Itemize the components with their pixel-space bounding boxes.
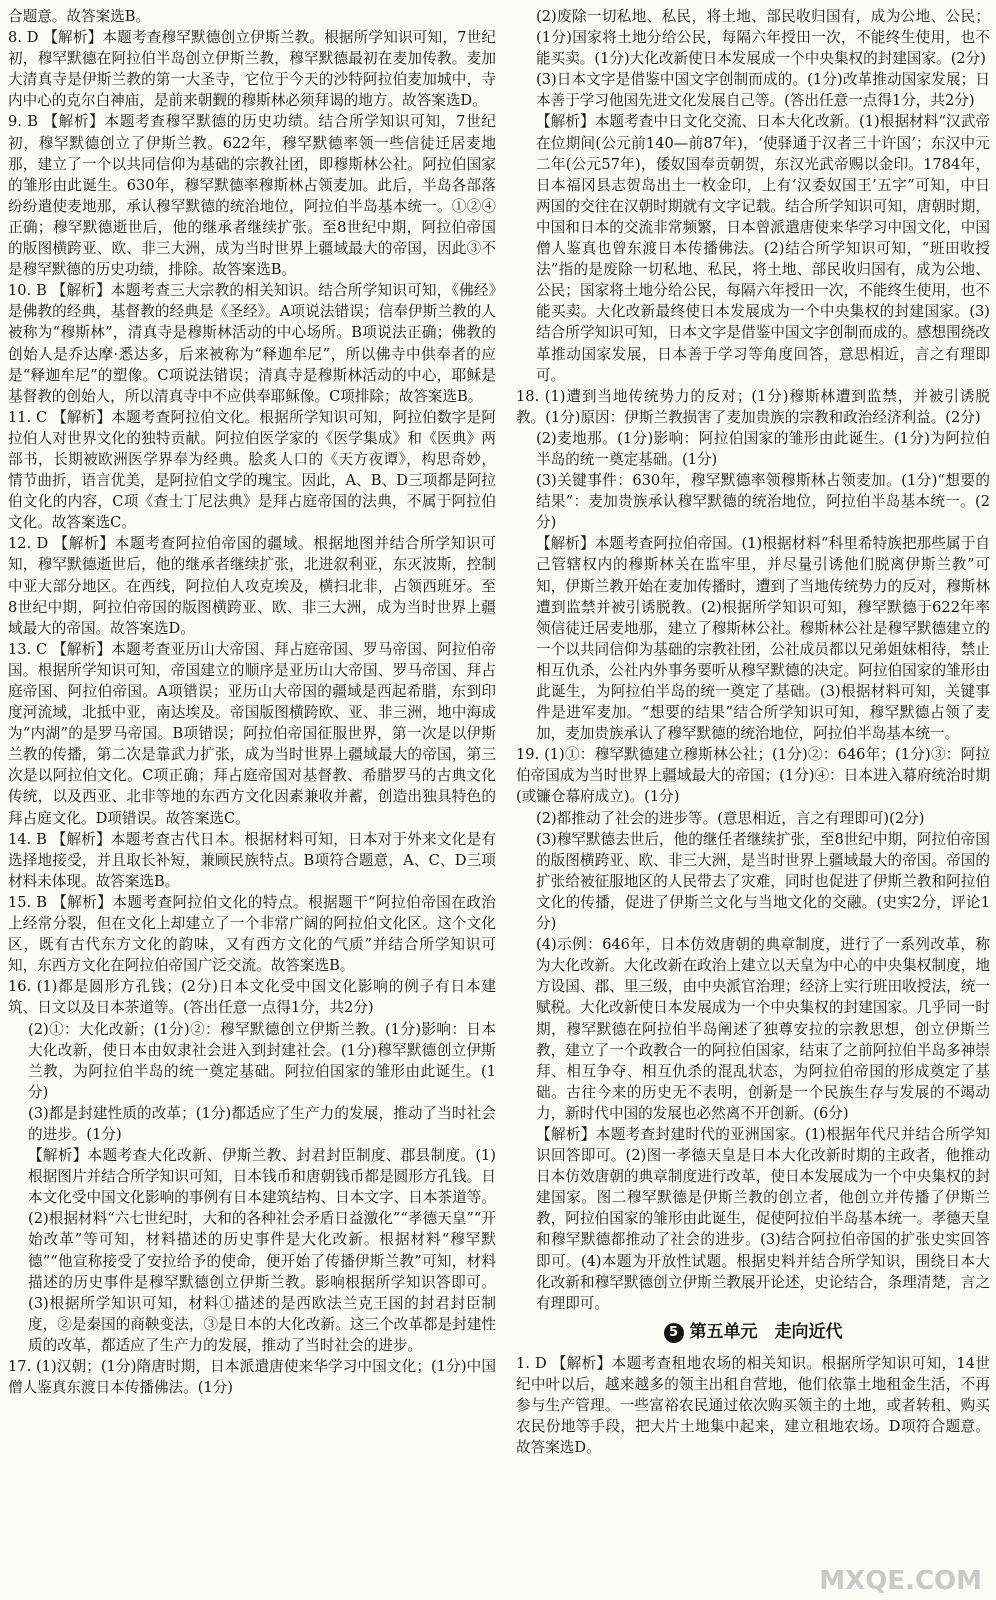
- left-column: [8, 6, 496, 1594]
- answer-paragraph: (2)废除一切私地、私民，将土地、部民收归国有，成为公地、公民；(1分)国家将土地分给公民，每隔六年授田一次，不能终生使用，也不能买卖。(1分)大化改新使日本发展成一个中央集权的封建国家。(2分): [536, 8, 990, 68]
- answer-paragraph: 10. B 【解析】本题考查三大宗教的相关知识。结合所学知识可知，《佛经》是佛教的经典，基督教的经典是《圣经》。A项说法错误；信奉伊斯兰教的人被称为“穆斯林”，清真寺是穆斯林活动的中心场所。B项说法正确；佛教的创始人是乔达摩·悉达多，后来被称为“释迦牟尼”，所以佛寺中供奉者的应是“释迦牟尼”的塑像。C项说法错误；清真寺是穆斯林活动的中心，耶稣是基督教的创始人，所以清真寺中不应供奉耶稣像。C项排除；故答案选B。: [8, 282, 496, 405]
- unit-number-badge: 5: [664, 1323, 684, 1343]
- answer-paragraph: (3)穆罕默德去世后，他的继任者继续扩张，至8世纪中期，阿拉伯帝国的版图横跨亚、欧、非三大洲，是当时世界上疆域最大的帝国。帝国的扩张给被征服地区的人民带去了灾难，同时也促进了伊斯兰教和阿拉伯文化的传播，促进了伊斯兰文化与当地文化的交融。(史实2分，评论1分): [536, 830, 990, 933]
- answer-paragraph: 【解析】本题考查大化改新、伊斯兰教、封君封臣制度、郡县制度。(1)根据图片并结合所学知识可知，日本钱币和唐朝钱币都是圆形方孔钱。日本文化受中国文化影响的事例有日本建筑结构、日本文字、日本茶道等。(2)根据材料“六七世纪时，大和的各种社会矛盾日益激化”“孝德天皇”“开始改革”等可知，材料描述的历史事件是大化改新。根据材料“穆罕默德”“他宣称接受了安拉给予的使命，便开始了传播伊斯兰教”可知，材料描述的历史事件是穆罕默德创立伊斯兰教。影响根据所学知识答即可。(3)根据所学知识可知，材料①描述的是西欧法兰克王国的封君封臣制度，②是秦国的商鞅变法，③是日本的大化改新。这三个改革都是封建性质的改革，都适应了生产力的发展，推动了当时社会的进步。: [28, 1147, 496, 1354]
- answer-paragraph: 15. B 【解析】本题考查阿拉伯文化的特点。根据题干“阿拉伯帝国在政治上经常分裂，但在文化上却建立了一个非常广阔的阿拉伯文化区。这个文化区，既有古代东方文化的韵味，又有西方文化的气质”并结合所学知识可知，东西方文化在阿拉伯帝国广泛交流。故答案选B。: [8, 893, 496, 975]
- answer-paragraph: 8. D 【解析】本题考查穆罕默德创立伊斯兰教。根据所学知识可知，7世纪初，穆罕默德在阿拉伯半岛创立伊斯兰教，穆罕默德最初在麦加传教。麦加大清真寺是伊斯兰教的第一大圣寺，它位于今天的沙特阿拉伯麦加城中，寺内中心的克尔白神庙，是前来朝觐的穆斯林必须拜谒的地方。故答案选D。: [8, 29, 496, 110]
- answer-paragraph: 【解析】本题考查封建时代的亚洲国家。(1)根据年代尺并结合所学知识回答即可。(2)图一孝德天皇是日本大化改新时期的主政者，他推动日本仿效唐朝的典章制度进行改革，使日本发展成为一个中央集权的封建国家。图二穆罕默德是伊斯兰教的创立者，他创立并传播了伊斯兰教，阿拉伯国家的雏形由此诞生，促使阿拉伯半岛基本统一。孝德天皇和穆罕默德都推动了社会的进步。(3)结合阿拉伯帝国的扩张史实回答即可。(4)本题为开放性试题。根据史料并结合所学知识，围绕日本大化改新和穆罕默德创立伊斯兰教展开论述，史论结合，条理清楚，言之有理即可。: [536, 1125, 990, 1312]
- answer-paragraph: 19. (1)①：穆罕默德建立穆斯林公社；(1分)②：646年；(1分)③：阿拉伯帝国成为当时世界上疆域最大的帝国；(1分)④：日本进入幕府统治时期(或镰仓幕府成立)。(1分): [516, 746, 990, 806]
- answer-paragraph: 【解析】本题考查阿拉伯帝国。(1)根据材料“科里希特族把那些属于自己管辖权内的穆斯林关在监牢里，并尽量引诱他们脱离伊斯兰教”可知，伊斯兰教开始在麦加传播时，遭到了当地传统势力的反对，穆斯林遭到监禁并被引诱脱教。(2)根据所学知识可知，穆罕默德于622年率领信徒迁居麦地那，建立了穆斯林公社。穆斯林公社是穆罕默德建立的一个以共同信仰为基础的宗教社团，公社成员都以兄弟姐妹相待，禁止相互仇杀，公社内外事务要听从穆罕默德的决定。阿拉伯国家的雏形由此诞生，为阿拉伯半岛的统一奠定了基础。(3)根据材料可知，关键事件是进军麦加。“想要的结果”结合所学知识可知，穆罕默德占领了麦加，麦加贵族承认了穆罕默德的统治地位，阿拉伯半岛基本统一。: [536, 535, 990, 743]
- answer-paragraph: (3)日本文字是借鉴中国文字创制而成的。(1分)改革推动国家发展；日本善于学习他国先进文化发展自己等。(答出任意一点得1分，共2分): [536, 71, 990, 110]
- unit-heading: [516, 1322, 990, 1343]
- answer-paragraph: (3)关键事件：630年，穆罕默德率领穆斯林占领麦加。(1分)“想要的结果”：麦加贵族承认穆罕默德的统治地位，阿拉伯半岛基本统一。(2分): [536, 472, 990, 532]
- answer-paragraph: 合题意。故答案选B。: [8, 8, 151, 25]
- answer-paragraph: (2)麦地那。(1分)影响：阿拉伯国家的雏形由此诞生。(1分)为阿拉伯半岛的统一奠定基础。(1分): [536, 429, 990, 468]
- right-column-answers: [516, 6, 990, 1314]
- answer-paragraph: 18. (1)遭到当地传统势力的反对；(1分)穆斯林遭到监禁，并被引诱脱教。(1分)原因：伊斯兰教损害了麦加贵族的宗教和政治经济利益。(2分): [516, 387, 990, 426]
- answer-paragraph: (2)都推动了社会的进步等。(意思相近，言之有理即可)(2分): [536, 809, 925, 827]
- site-watermark: MXQE.COM: [819, 1566, 982, 1596]
- answer-paragraph: 11. C 【解析】本题考查阿拉伯文化。根据所学知识可知，阿拉伯数字是阿拉伯人对世界文化的独特贡献。阿拉伯医学家的《医学集成》和《医典》两部书，长期被欧洲医学界奉为经典。脍炙人口的《天方夜谭》，构思奇妙，情节曲折，语言优美，是阿拉伯文学的瑰宝。因此，A、B、D三项都是阿拉伯文化的内容，C项《查士丁尼法典》是拜占庭帝国的法典，不属于阿拉伯文化。故答案选C。: [8, 408, 496, 532]
- answer-paragraph: 9. B 【解析】本题考查穆罕默德的历史功绩。结合所学知识可知，7世纪初，穆罕默德创立了伊斯兰教。622年，穆罕默德率领一些信徒迁居麦地那，建立了一个以共同信仰为基础的宗教社团，即穆斯林公社。阿拉伯国家的雏形由此诞生。630年，穆罕默德率穆斯林占领麦加。此后，半岛各部落纷纷遣使麦地那，承认穆罕默德的统治地位，阿拉伯半岛基本统一。①②④正确；穆罕默德逝世后，他的继承者继续扩张。至8世纪中期，阿拉伯帝国的版图横跨亚、欧、非三大洲，成为当时世界上疆域最大的帝国，因此③不是穆罕默德的历史功绩，排除。故答案选B。: [8, 113, 496, 279]
- unit-title: 第五单元 走向近代: [689, 1321, 843, 1342]
- answer-paragraph: 13. C 【解析】本题考查亚历山大帝国、拜占庭帝国、罗马帝国、阿拉伯帝国。根据所学知识可知，帝国建立的顺序是亚历山大帝国、罗马帝国、拜占庭帝国、阿拉伯帝国。A项错误；亚历山大帝国的疆域是西起希腊，东到印度河流域，北抵中亚，南达埃及。帝国版图横跨欧、亚、非三洲，地中海成为“内湖”的是罗马帝国。B项错误；阿拉伯帝国征服世界，第一次是以伊斯兰教的传播，第二次是靠武力扩张，成为当时世界上疆域最大的帝国，第三次是以阿拉伯文化。C项正确；拜占庭帝国对基督教、希腊罗马的古典文化传统，以及西亚、北非等地的东西方文化因素兼收并蓄，创造出独具特色的拜占庭文化。D项错误。故答案选C。: [8, 640, 496, 827]
- answer-paragraph: (3)都是封建性质的改革；(1分)都适应了生产力的发展，推动了当时社会的进步。(1分): [28, 1104, 496, 1143]
- answer-paragraph: 14. B 【解析】本题考查古代日本。根据材料可知，日本对于外来文化是有选择地接受，并且取长补短，兼顾民族特点。B项符合题意，A、C、D三项材料未体现。故答案选B。: [8, 830, 496, 890]
- answer-paragraph: 17. (1)汉朝；(1分)隋唐时期，日本派遣唐使来华学习中国文化；(1分)中国僧人鉴真东渡日本传播佛法。(1分): [8, 1358, 496, 1397]
- answer-paragraph: 【解析】本题考查中日文化交流、日本大化改新。(1)根据材料“汉武帝在位期间(公元前140—前87年)，‘使驿通于汉者三十许国’；东汉中元二年(公元57年)，倭奴国奉贡朝贺，东汉光武帝赐以金印。1784年，日本福冈县志贺岛出土一枚金印，上有‘汉委奴国王’五字”可知，中日两国的交往在汉朝时期就有文字记载。结合所学知识可知，唐朝时期，中国和日本的交流非常频繁，日本曾派遣唐使来华学习中国文化，中国僧人鉴真也曾东渡日本传播佛法。(2)结合所学知识可知，“班田收授法”指的是废除一切私地、私民，将土地、部民收归国有，成为公地、公民；国家将土地分给公民，每隔六年授田一次，不能终生使用，也不能买卖。大化改新最终使日本发展成为一个中央集权的封建国家。(3)结合所学知识可知，日本文字是借鉴中国文字创制而成的。感想围绕改革推动国家发展，日本善于学习等角度回答，意思相近，言之有理即可。: [536, 113, 990, 384]
- answer-paragraph: 16. (1)都是圆形方孔钱；(2分)日本文化受中国文化影响的例子有日本建筑、日文以及日本茶道等。(答出任意一点得1分，共2分): [8, 978, 496, 1017]
- answer-paragraph: (4)示例：646年，日本仿效唐朝的典章制度，进行了一系列改革，称为大化改新。大化改新在政治上建立以天皇为中心的中央集权制度，地方设国、郡、里三级，由中央派官治理；经济上实行班田收授法，统一赋税。大化改新使日本发展成为一个中央集权的封建国家。几乎同一时期，穆罕默德在阿拉伯半岛阐述了独尊安拉的宗教思想，创立伊斯兰教，建立了一个政教合一的阿拉伯国家，结束了之前阿拉伯半岛多神崇拜、相互争夺、相互仇杀的混乱状态，为阿拉伯帝国的形成奠定了基础。古往今来的历史无不表明，创新是一个民族生存与发展的不竭动力，新时代中国的发展也必然离不开创新。(6分): [536, 936, 990, 1122]
- answer-paragraph: 12. D 【解析】本题考查阿拉伯帝国的疆域。根据地图并结合所学知识可知，穆罕默德逝世后，他的继承者继续扩张，北进叙利亚，东灭波斯，控制中亚大部分地区。在西线，阿拉伯人攻克埃及，横扫北非，占领西班牙。至8世纪中期，阿拉伯帝国的版图横跨亚、欧、非三大洲，成为当时世界上疆域最大的帝国。故答案选D。: [8, 535, 496, 637]
- answer-paragraph: 1. D 【解析】本题考查租地农场的相关知识。根据所学知识可知，14世纪中叶以后，越来越多的领主出租自营地，他们依靠土地租金生活，不再参与生产管理。一些富裕农民通过依次购买领主的土地，或者转租、购买农民份地等手段，把大片土地集中起来，建立租地农场。D项符合题意。故答案选D。: [516, 1354, 990, 1457]
- answer-paragraph: (2)①：大化改新；(1分)②：穆罕默德创立伊斯兰教。(1分)影响：日本大化改新，使日本由奴隶社会进入到封建社会。(1分)穆罕默德创立伊斯兰教，为阿拉伯半岛的统一奠定基础。阿拉伯国家的雏形由此诞生。(1分): [28, 1020, 496, 1101]
- right-column-unit-answers: [516, 1353, 990, 1458]
- right-column: [516, 6, 990, 1594]
